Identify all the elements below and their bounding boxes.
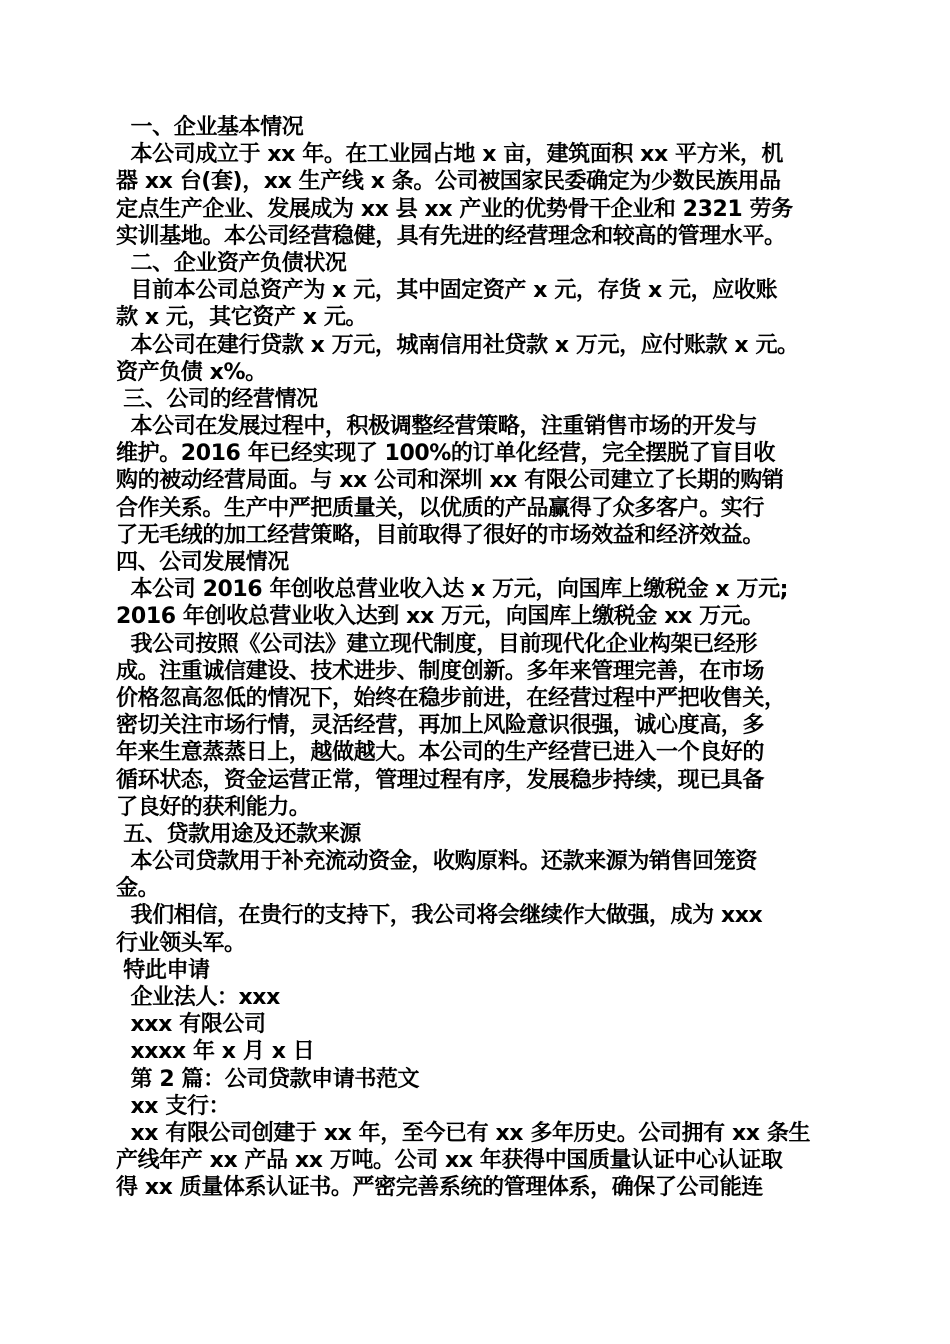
text-line: 一、企业基本情况 (116, 115, 304, 140)
text-line: 特此申请 (116, 957, 210, 983)
text-line: 资产负债 x%。 (116, 359, 267, 385)
text-line: 产线年产 xx 产品 xx 万吨。公司 xx 年获得中国质量认证中心认证取 (116, 1148, 783, 1174)
text-line: 本公司贷款用于补充流动资金，收购原料。还款来源为销售回笼资 (116, 849, 757, 875)
text-line: 本公司在建行贷款 x 万元，城南信用社贷款 x 万元，应付账款 x 元。 (116, 332, 799, 358)
text-line: 器 xx 台(套)，xx 生产线 x 条。公司被国家民委确定为少数民族用品 (116, 169, 781, 195)
text-line: xxxx 年 x 月 x 日 (116, 1039, 315, 1065)
text-line: 企业法人：xxx (116, 985, 280, 1010)
text-line: 定点生产企业、发展成为 xx 县 xx 产业的优势骨干企业和 2321 劳务 (116, 196, 793, 222)
text-line: xx 有限公司创建于 xx 年，至今已有 xx 多年历史。公司拥有 xx 条生 (116, 1120, 811, 1146)
text-line: xx 支行： (116, 1093, 231, 1119)
text-line: 合作关系。生产中严把质量关，以优质的产品赢得了众多客户。实行 (116, 495, 765, 521)
text-line: 金。 (116, 876, 160, 902)
text-line: 五、贷款用途及还款来源 (116, 821, 361, 847)
text-line: 行业领头军。 (116, 930, 246, 956)
text-line: xxx 有限公司 (116, 1012, 266, 1038)
text-line: 三、公司的经营情况 (116, 386, 318, 412)
text-line: 第 2 篇：公司贷款申请书范文 (116, 1066, 420, 1092)
text-line: 得 xx 质量体系认证书。严密完善系统的管理体系，确保了公司能连 (116, 1175, 763, 1201)
text-line: 实训基地。本公司经营稳健，具有先进的经营理念和较高的管理水平。 (116, 223, 786, 249)
document-body (116, 114, 851, 1202)
text-line: 年来生意蒸蒸日上，越做越大。本公司的生产经营已进入一个良好的 (116, 740, 765, 766)
text-line: 本公司成立于 xx 年。在工业园占地 x 亩，建筑面积 xx 平方米，机 (116, 142, 784, 168)
text-line: 款 x 元，其它资产 x 元。 (116, 305, 368, 331)
text-line: 我们相信，在贵行的支持下，我公司将会继续作大做强，成为 xxx (116, 903, 763, 929)
text-line: 2016 年创收总营业收入达到 xx 万元，向国库上缴税金 xx 万元。 (116, 604, 764, 630)
text-line: 了良好的获利能力。 (116, 794, 311, 820)
text-line: 购的被动经营局面。与 xx 公司和深圳 xx 有限公司建立了长期的购销 (116, 468, 784, 494)
text-line: 维护。2016 年已经实现了 100%的订单化经营，完全摆脱了盲目收 (116, 441, 775, 467)
text-line: 本公司 2016 年创收总营业收入达 x 万元，向国库上缴税金 x 万元; (116, 577, 789, 603)
text-line: 目前本公司总资产为 x 元，其中固定资产 x 元，存货 x 元，应收账 (116, 278, 778, 304)
text-line: 密切关注市场行情，灵活经营，再加上风险意识很强，诚心度高，多 (116, 713, 765, 739)
text-line: 四、公司发展情况 (116, 550, 289, 575)
text-line: 成。注重诚信建设、技术进步、制度创新。多年来管理完善，在市场 (116, 658, 765, 684)
text-line: 了无毛绒的加工经营策略，目前取得了很好的市场效益和经济效益。 (116, 522, 765, 548)
text-line: 本公司在发展过程中，积极调整经营策略，注重销售市场的开发与 (116, 414, 757, 440)
text-line: 价格忽高忽低的情况下，始终在稳步前进，在经营过程中严把收售关， (116, 685, 786, 711)
text-line: 二、企业资产负债状况 (116, 250, 347, 276)
text-line: 循环状态，资金运营正常，管理过程有序，发展稳步持续，现已具备 (116, 767, 765, 793)
text-line: 我公司按照《公司法》建立现代制度，目前现代化企业构架已经形 (116, 631, 757, 657)
